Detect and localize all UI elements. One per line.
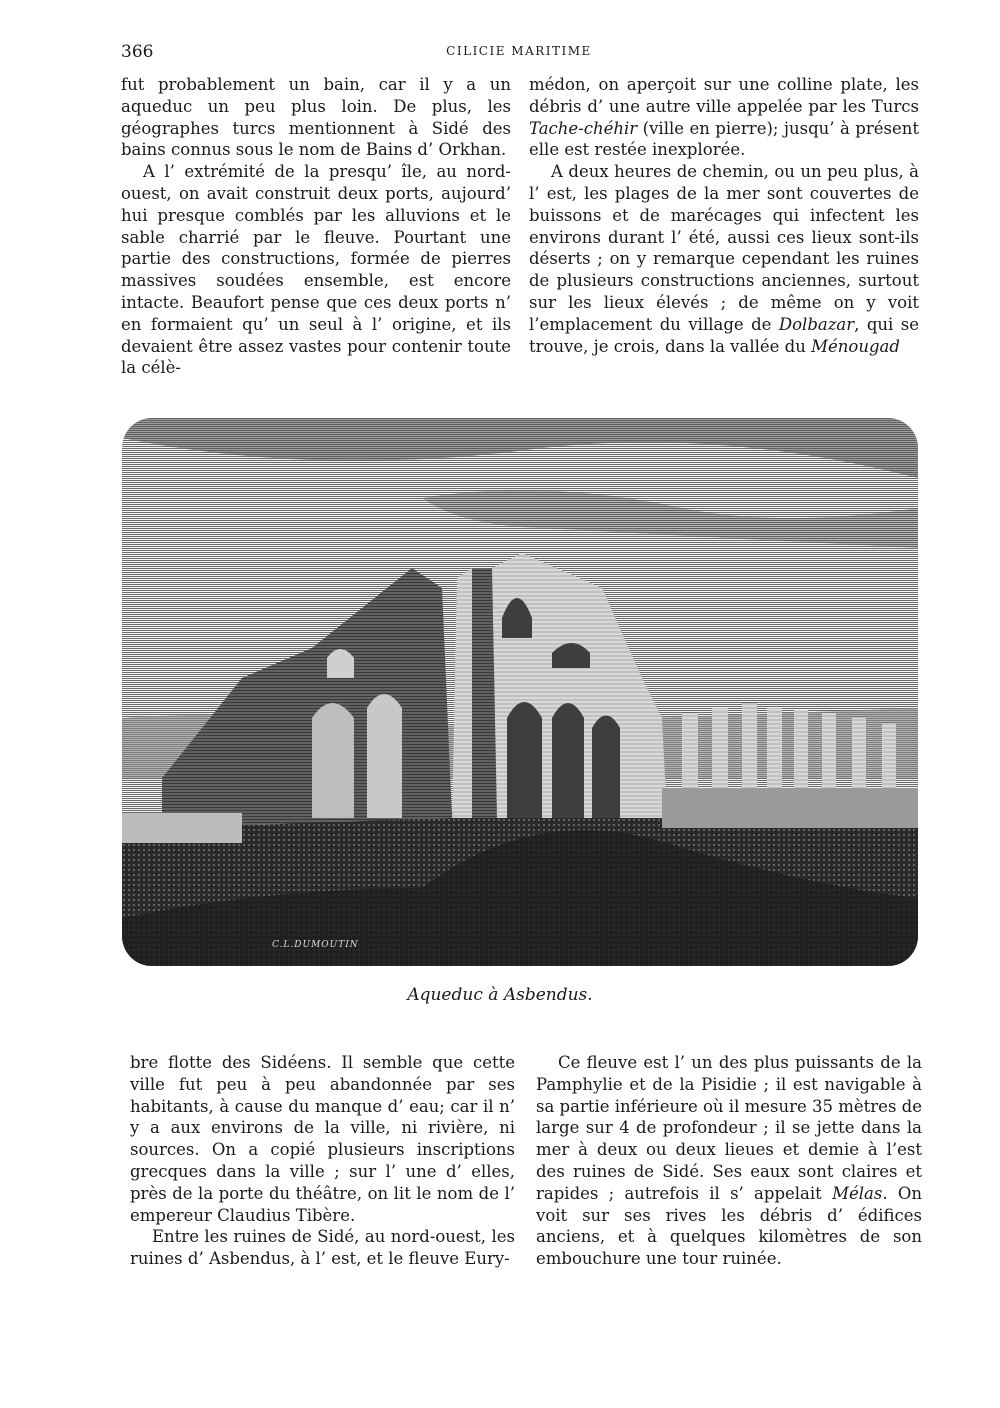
text-run: Ce fleuve est l’ un des plus puissants de la Pamphylie et de la Pisidie ; il est navigable à sa partie inférieure où il mesure 35 mètres de large sur 4 de profondeur ; il se jette dans la mer à deux ou deux lieues et demie à l’est des ruines de Sidé. Ses eaux sont claires et rapides ; autrefois il s’ appelait: [536, 1053, 922, 1203]
text-column-bottom-right: [536, 1052, 922, 1270]
engraving-illustration: [122, 418, 918, 966]
paragraph: [536, 1052, 922, 1270]
paragraph: fut probablement un bain, car il y a un aqueduc un peu plus loin. De plus, les géographes turcs mentionnent à Sidé des bains connus sous le nom de Bains d’ Orkhan.: [121, 75, 511, 160]
paragraph: bre flotte des Sidéens. Il semble que cette ville fut peu à peu abandonnée par ses habitants, à cause du manque d’ eau; car il n’ y a aux environs de la ville, ni rivière, ni sources. On a copié plusieurs inscriptions grecques dans la ville ; sur l’ une d’ elles, près de la porte du théâtre, on lit le nom de l’ empereur Claudius Tibère.: [130, 1053, 515, 1225]
caption-text: Asbendus.: [503, 985, 593, 1005]
text-run: (ville en pierre); jusqu’ à présent elle est restée inexplorée.: [529, 118, 919, 160]
place-name: Dolbazar: [778, 314, 855, 334]
text-column-bottom-left: [130, 1052, 515, 1270]
river-name: Mélas: [832, 1183, 883, 1203]
text-column-top-right: [529, 74, 919, 357]
page-header: [121, 42, 917, 66]
text-run: . On voit sur ses rives les débris d’ édifices anciens, et à quelques kilomètres de son embouchure une tour ruinée.: [536, 1183, 922, 1269]
text-run: médon, on aperçoit sur une colline plate, les débris d’ une autre ville appelée par les Turcs: [529, 75, 919, 116]
caption-text: à: [482, 985, 504, 1005]
engraver-signature: C.L.DUMOUTIN: [272, 940, 359, 950]
paragraph: [529, 74, 919, 161]
caption-text: Aqueduc: [407, 985, 483, 1005]
text-column-top-left: [121, 74, 511, 379]
text-run: , qui se trouve, je crois, dans la vallée du: [529, 314, 919, 356]
paragraph: [529, 161, 919, 357]
running-title: CILICIE MARITIME: [446, 44, 592, 58]
place-name: Tache-chéhir: [529, 118, 638, 138]
figure-caption: [0, 985, 1000, 1005]
text-run: A deux heures de chemin, ou un peu plus, à l’ est, les plages de la mer sont couvertes de buissons et de marécages qui infectent les environs durant l’ été, aussi ces lieux sont-ils déserts ; on y remarque cependant les ruines de plusieurs constructions anciennes, surtout sur les lieux élevés ; de même on y voit l’emplacement du village de: [529, 162, 919, 334]
paragraph: A l’ extrémité de la presqu’ île, au nord-ouest, on avait construit deux ports, aujourd’ hui presque comblés par les alluvions et le sable charrié par le fleuve. Pourtant une partie des constructions, formée de pierres massives soudées ensemble, est encore intacte. Beaufort pense que ces deux ports n’ en formaient qu’ un seul à l’ origine, et ils devaient être assez vastes pour contenir toute la célè-: [121, 162, 511, 378]
aqueduct-engraving: [122, 418, 918, 966]
place-name: Ménougad: [811, 336, 900, 356]
paragraph: Entre les ruines de Sidé, au nord-ouest, les ruines d’ Asbendus, à l’ est, et le fleuve Eury-: [130, 1227, 515, 1269]
page-number: 366: [121, 42, 154, 62]
